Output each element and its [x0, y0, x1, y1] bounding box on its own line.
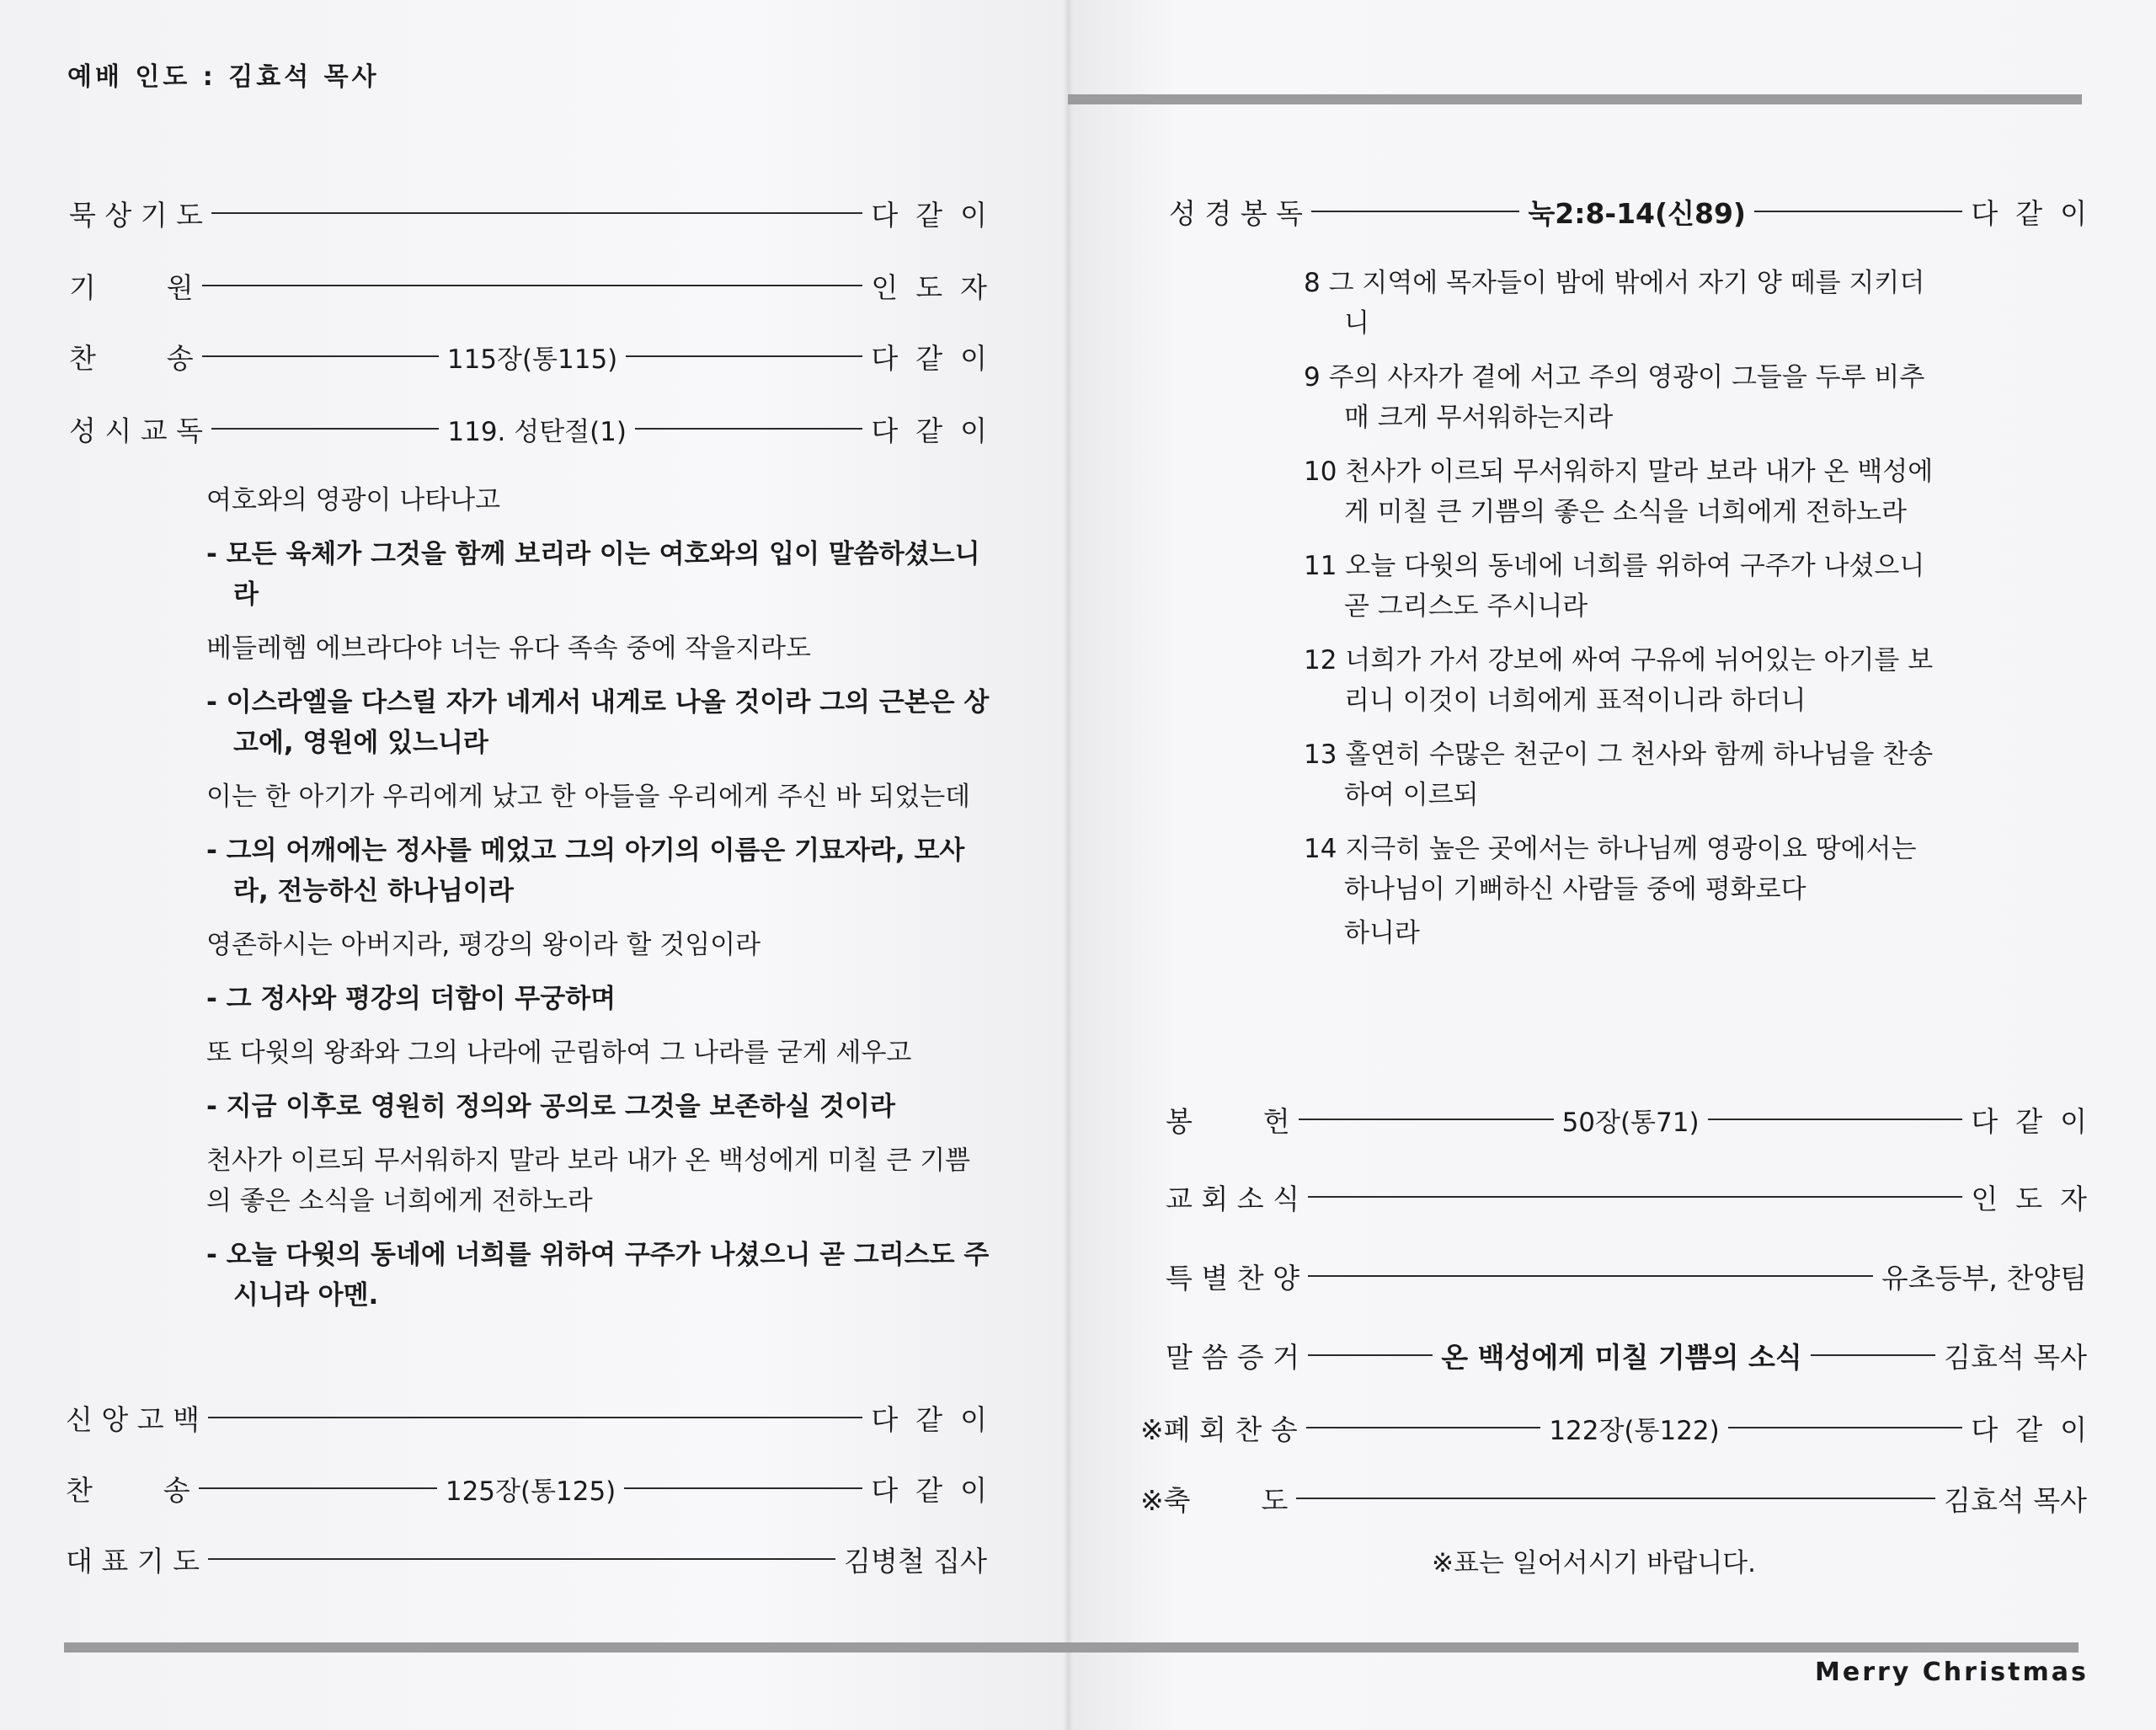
leader-line: [1296, 1498, 1935, 1499]
reading-line-response: - 오늘 다윗의 동네에 너희를 위하여 구주가 나셨으니 곧 그리스도 주시니라 아멘.: [206, 1240, 990, 1311]
order-responder: 다 같 이: [1971, 1412, 2087, 1446]
order-responder: 인 도 자: [871, 270, 987, 304]
order-responder: 다 같 이: [871, 414, 987, 447]
leader-line: [1308, 1275, 1873, 1277]
order-detail: 119. 성탄절(1): [447, 416, 627, 447]
order-responder: 다 같 이: [1971, 1104, 2088, 1138]
reading-line-response: - 이스라엘을 다스릴 자가 네게서 내게로 나올 것이라 그의 근본은 상고에, 영원에 있느니라: [206, 687, 990, 758]
order-detail: 125장(통125): [445, 1476, 616, 1507]
leader-line: [1308, 1354, 1433, 1356]
order-label: 특 별 찬 양: [1166, 1261, 1299, 1295]
order-label: ※폐 회 찬 송: [1140, 1412, 1298, 1446]
leader-line: [211, 428, 439, 430]
verse: 11 오늘 다윗의 동네에 너희를 위하여 구주가 나셨으니 곧 그리스도 주시니라: [1304, 551, 1925, 622]
order-responder: 인 도 자: [1971, 1182, 2087, 1215]
order-row-church-news: [1166, 1176, 2087, 1218]
leader-line: [202, 285, 863, 286]
order-row-invocation: [69, 264, 987, 307]
order-label: 신 앙 고 백: [66, 1402, 200, 1436]
order-label: 찬 송: [69, 341, 194, 375]
order-detail: 122장(통122): [1549, 1415, 1720, 1446]
order-label: 대 표 기 도: [66, 1544, 200, 1578]
order-row-closing-hymn: [1140, 1407, 2087, 1449]
leader-line: [1299, 1119, 1554, 1120]
order-label: 봉 헌: [1166, 1104, 1290, 1138]
order-row-representative-prayer: [66, 1538, 987, 1580]
leader-line: [1728, 1427, 1963, 1428]
leader-line: [208, 1558, 835, 1560]
leader-line: [1754, 211, 1962, 212]
order-responder: 다 같 이: [871, 341, 988, 375]
order-row-silent-prayer: [69, 192, 987, 234]
reading-line-response: - 모든 육체가 그것을 함께 보리라 이는 여호와의 입이 말씀하셨느니라: [206, 539, 980, 610]
reading-line-response: - 그 정사와 평강의 더함이 무궁하며: [206, 984, 616, 1014]
reading-line: 또 다윗의 왕좌와 그의 나라에 군림하여 그 나라를 굳게 세우고: [206, 1038, 912, 1068]
order-responder: 김효석 목사: [1944, 1483, 2087, 1517]
leader-line: [624, 1487, 862, 1489]
order-row-benediction: [1140, 1477, 2087, 1519]
verse: 13 홀연히 수많은 천군이 그 천사와 함께 하나님을 찬송하여 이르되: [1304, 740, 1934, 810]
reading-line: 영존하시는 아버지라, 평강의 왕이라 할 것임이라: [206, 930, 761, 960]
order-row-sermon: [1166, 1334, 2087, 1376]
order-row-hymn-2: [66, 1467, 987, 1509]
verse-ending: 하니라: [1344, 918, 1420, 948]
leader-line: [635, 428, 862, 430]
verse: 14 지극히 높은 곳에서는 하나님께 영광이요 땅에서는 하나님이 기뻐하신 사람들 중에 평화로다: [1304, 834, 1917, 905]
order-label: ※축 도: [1140, 1483, 1289, 1517]
leader-line: [1306, 1427, 1541, 1428]
order-detail: 50장(통71): [1561, 1107, 1700, 1138]
order-responder: 김효석 목사: [1944, 1340, 2087, 1374]
order-responder: 김병철 집사: [844, 1544, 987, 1578]
scripture-verses: [1304, 263, 1944, 967]
order-label: 기 원: [69, 270, 194, 304]
order-row-creed: [66, 1396, 987, 1439]
order-responder: 다 같 이: [871, 1402, 987, 1436]
order-row-special-praise: [1166, 1255, 2087, 1297]
top-rule: [1068, 94, 2082, 104]
bottom-rule-right: [1068, 1642, 2079, 1653]
order-row-offering: [1166, 1098, 2087, 1140]
verse: 8 그 지역에 목자들이 밤에 밖에서 자기 양 떼를 지키더니: [1304, 268, 1925, 339]
scripture-reference: 눅2:8-14(신89): [1528, 196, 1746, 230]
order-row-scripture-reading: [1169, 190, 2087, 232]
order-label: 찬 송: [66, 1473, 190, 1507]
order-row-responsive-reading: [69, 408, 987, 450]
reading-line-response: - 그의 어깨에는 정사를 메었고 그의 아기의 이름은 기묘자라, 모사라, 전능하신 하나님이라: [206, 836, 965, 906]
order-responder: 유초등부, 찬양팀: [1881, 1261, 2087, 1295]
order-responder: 다 같 이: [1971, 196, 2088, 230]
reading-line: 베들레헴 에브라다야 너는 유다 족속 중에 작을지라도: [206, 633, 811, 664]
sermon-title: 온 백성에게 미칠 기쁨의 소식: [1441, 1340, 1802, 1374]
verse: 12 너희가 가서 강보에 싸여 구유에 뉘어있는 아기를 보리니 이것이 너희에게 표적이니라 하더니: [1304, 645, 1934, 716]
reading-line-response: - 지금 이후로 영원히 정의와 공의로 그것을 보존하실 것이라: [206, 1092, 895, 1122]
leader-line: [211, 212, 862, 214]
worship-leader-header: 예배 인도 : 김효석 목사: [67, 62, 380, 92]
order-label: 말 씀 증 거: [1166, 1340, 1299, 1374]
bottom-rule-left: [64, 1642, 1068, 1653]
order-label: 성 시 교 독: [69, 414, 203, 447]
standing-note: ※표는 일어서시기 바랍니다.: [1432, 1548, 1756, 1578]
leader-line: [199, 1487, 437, 1489]
leader-line: [208, 1417, 862, 1418]
order-detail: 115장(통115): [446, 344, 618, 375]
leader-line: [1311, 211, 1519, 212]
leader-line: [626, 355, 862, 357]
leader-line: [1708, 1119, 1963, 1120]
reading-line: 여호와의 영광이 나타나고: [206, 485, 501, 515]
reading-line: 이는 한 아기가 우리에게 났고 한 아들을 우리에게 주신 바 되었는데: [206, 782, 971, 812]
reading-line: 천사가 이르되 무서워하지 말라 보라 내가 온 백성에게 미칠 큰 기쁨의 좋은 소식을 너희에게 전하노라: [206, 1145, 971, 1216]
leader-line: [1308, 1196, 1962, 1198]
page-fold: [1063, 0, 1073, 1730]
order-label: 성 경 봉 독: [1169, 196, 1303, 230]
order-responder: 다 같 이: [871, 1473, 988, 1507]
leader-line: [202, 355, 439, 357]
responsive-reading: [206, 480, 990, 1329]
verse: 10 천사가 이르되 무서워하지 말라 보라 내가 온 백성에게 미칠 큰 기쁨의 좋은 소식을 너희에게 전하노라: [1304, 457, 1934, 527]
order-responder: 다 같 이: [871, 198, 987, 232]
merry-christmas-footer: Merry Christmas: [1815, 1658, 2089, 1687]
leader-line: [1811, 1354, 1935, 1356]
order-row-hymn-1: [69, 335, 987, 377]
verse: 9 주의 사자가 곁에 서고 주의 영광이 그들을 두루 비추매 크게 무서워하는지라: [1304, 362, 1925, 433]
order-label: 묵 상 기 도: [69, 198, 203, 232]
order-label: 교 회 소 식: [1166, 1182, 1299, 1215]
